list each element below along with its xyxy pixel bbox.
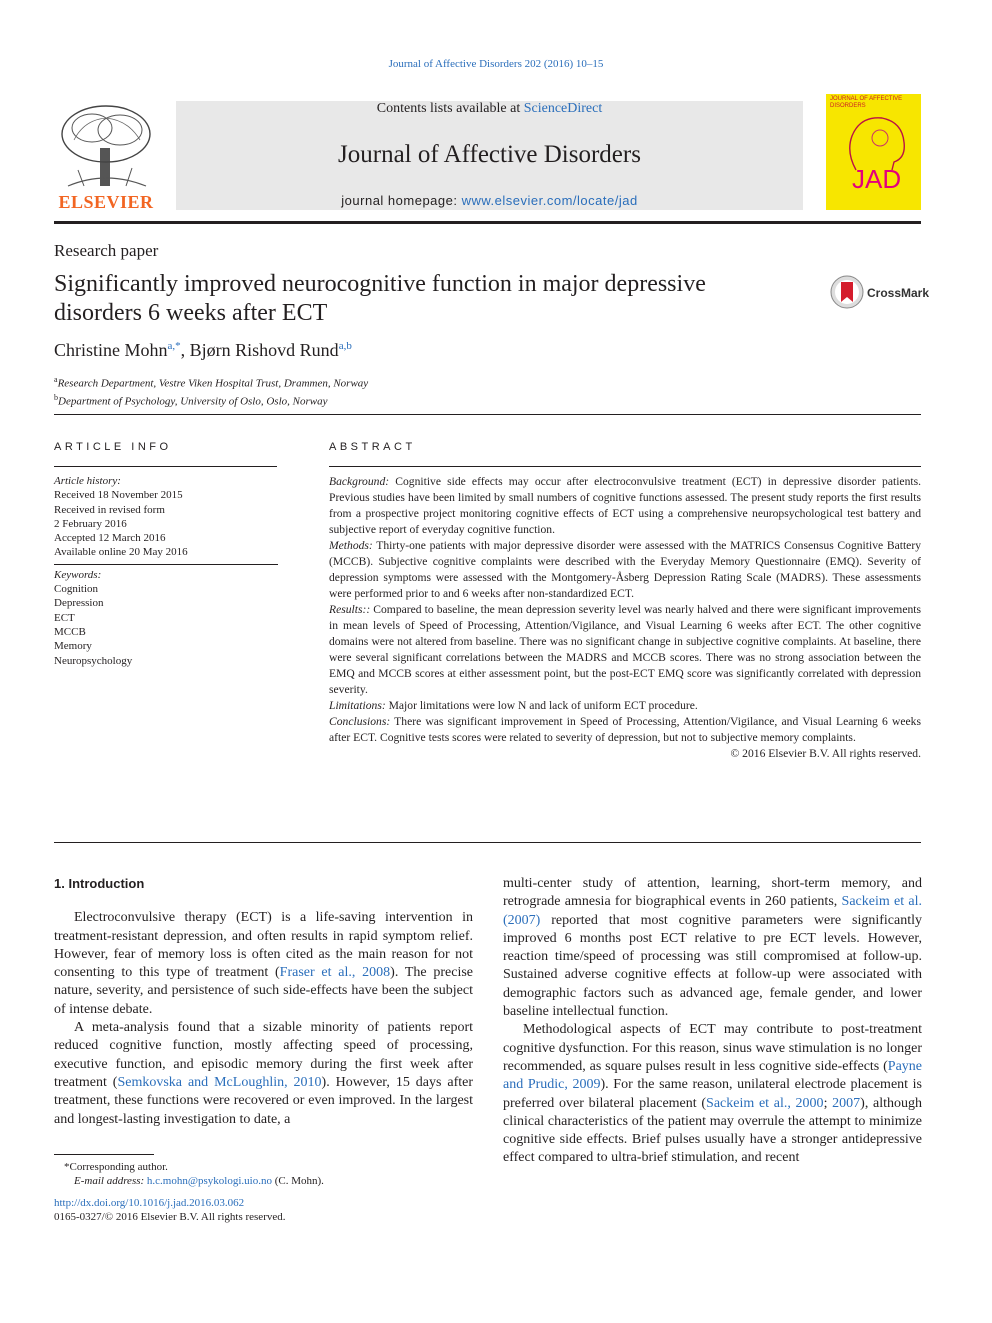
keyword: Cognition — [54, 583, 99, 596]
abstract-text: Major limitations were low N and lack of uniform ECT procedure. — [385, 699, 698, 712]
crossmark-label: CrossMark — [867, 286, 930, 300]
corresponding-author-note — [54, 1160, 324, 1174]
body-paragraph — [503, 1021, 922, 1167]
citation-link[interactable]: Semkovska and McLoughlin, 2010 — [117, 1074, 322, 1090]
crossmark-icon — [829, 274, 865, 310]
header-rule — [54, 221, 921, 224]
body-text: multi-center study of attention, learning, short-term memory, and retrograde amnesia for biographical events in 260 patients, — [503, 876, 922, 910]
history-item: Accepted 12 March 2016 — [54, 532, 166, 545]
abstract-rule — [329, 466, 921, 467]
footnote-rule — [54, 1154, 154, 1155]
abstract-conclusions — [329, 714, 921, 746]
elsevier-wordmark: ELSEVIER — [58, 192, 154, 212]
crossmark-badge[interactable] — [829, 274, 930, 310]
citation-link[interactable]: Payne and Prudic, 2009 — [503, 1058, 922, 1093]
abstract-limitations — [329, 698, 921, 714]
article-info — [54, 474, 278, 668]
journal-reference[interactable]: Journal of Affective Disorders 202 (2016) 10–15 — [388, 58, 604, 70]
history-item: Received 18 November 2015 — [54, 489, 183, 502]
abstract-heading: ABSTRACT — [329, 441, 416, 453]
paper-title: Significantly improved neurocognitive function in major depressive disorders 6 weeks after ECT — [54, 271, 706, 326]
history-item: Available online 20 May 2016 — [54, 546, 188, 559]
sciencedirect-link[interactable]: ScienceDirect — [523, 101, 603, 116]
abstract-text: Thirty-one patients with major depressive disorder were assessed with the MATRICS Consensus Cognitive Battery (MCCB). Subjective cognitive complaints were described with the Everyday Memory Questionnaire (EMQ). Severity of depression symptoms were assessed with the Montgomery-Åsberg Depression Rating Scale (MADRS). These assessments were performed prior to and 6 weeks after non-standardized ECT. — [329, 539, 921, 600]
title-rule — [54, 414, 921, 415]
affiliation-b — [54, 391, 368, 409]
corresponding-mark: * — [64, 1161, 70, 1173]
issn-copyright: 0165-0327/© 2016 Elsevier B.V. All rights reserved. — [54, 1211, 286, 1223]
email-link[interactable]: h.c.mohn@psykologi.uio.no — [146, 1175, 272, 1187]
affiliation-text: Research Department, Vestre Viken Hospital Trust, Drammen, Norway — [57, 377, 369, 390]
contents-prefix: Contents lists available at — [376, 101, 524, 116]
body-paragraph — [54, 1019, 473, 1129]
author-name[interactable]: Bjørn Rishovd Rund — [189, 340, 339, 360]
info-rule — [54, 466, 277, 467]
article-type: Research paper — [54, 241, 159, 260]
body-paragraph — [54, 909, 473, 1019]
body-text: ). However, 15 days after treatment, these functions were recovered or even improved. In the largest and longest-lasting investigation to date, a — [54, 1074, 474, 1127]
citation-link[interactable]: 2007 — [832, 1095, 861, 1111]
abstract-label: Results:: — [329, 603, 371, 616]
body-text: A meta-analysis found that a sizable minority of patients report reduced cognitive function, mostly affecting speed of processing, executive function, and episodic memory during the first week after treatment ( — [54, 1020, 473, 1090]
body-left-column — [54, 875, 473, 1129]
citation-link[interactable]: Sackeim et al. (2007) — [503, 894, 922, 928]
abstract-label: Background: — [329, 475, 390, 488]
body-text: Electroconvulsive therapy (ECT) is a life-saving intervention in treatment-resistant depression, and often results in rapid symptom relief. However, fear of memory loss is often cited as the main reason for not consenting to this type of treatment ( — [54, 910, 473, 981]
section-heading: 1. Introduction — [54, 876, 145, 891]
keyword: Depression — [54, 597, 104, 610]
history-label: Article history: — [54, 475, 121, 487]
history-item: Received in revised form — [54, 503, 165, 516]
history-item: 2 February 2016 — [54, 517, 127, 530]
homepage-line — [176, 193, 803, 208]
author-name[interactable]: Christine Mohn — [54, 340, 168, 360]
abstract-text: Cognitive side effects may occur after electroconvulsive treatment (ECT) in depressive disorder patients. Previous studies have been limited by small numbers of cognitive functions assessed. The present study reports the first results from a prospective project monitoring cognitive effects of ECT using a comprehensive neuropsychological test battery and subjective report of everyday cognitive function. — [329, 475, 921, 536]
body-right-column — [503, 875, 922, 1168]
footnotes — [54, 1160, 324, 1224]
journal-title: Journal of Affective Disorders — [338, 141, 641, 168]
abstract-label: Limitations: — [329, 699, 386, 712]
email-note — [54, 1174, 324, 1188]
abstract-results — [329, 602, 921, 698]
citation-link[interactable]: Sackeim et al., 2000 — [706, 1095, 824, 1111]
abstract-label: Methods: — [329, 539, 373, 552]
body-text: Methodological aspects of ECT may contribute to post-treatment cognitive dysfunction. For this reason, sinus wave stimulation is no longer recommended, as square pulses result in less cognitive side-effects ( — [503, 1022, 922, 1074]
keyword: ECT — [54, 611, 75, 624]
body-text: reported that most cognitive parameters were significantly improved 6 months post ECT relative to pre ECT levels. However, reaction time/speed of processing was still compromised at follow-up. Sustained adverse cognitive effects at follow-up were associated with demographic factors such as advanced age, female gender, and lower baseline intellectual function. — [503, 912, 922, 1020]
abstract-methods — [329, 538, 921, 602]
doi-link[interactable]: http://dx.doi.org/10.1016/j.jad.2016.03.062 — [54, 1197, 245, 1209]
cover-title: JOURNAL OF AFFECTIVE DISORDERS — [830, 96, 903, 109]
homepage-link[interactable]: www.elsevier.com/locate/jad — [461, 193, 638, 208]
keywords-label: Keywords: — [54, 568, 102, 581]
abstract-background — [329, 474, 921, 538]
abstract-text: Compared to baseline, the mean depression severity level was nearly halved and there were significant improvements in mean levels of Speed of Processing, Attention/Vigilance, and Visual Learning 6 weeks after ECT. The other cognitive domains were not altered from baseline. There was no significant change in subjective cognitive complaints. At baseline, there were several significant correlations between the MADRS and MCCB scores. There was no strong association between the EMQ and MCCB scores at either assessment point, but the post-ECT EMQ score was significantly correlated with depression severity. — [329, 603, 921, 696]
abstract — [329, 474, 921, 762]
article-info-heading: ARTICLE INFO — [54, 441, 172, 453]
email-suffix: (C. Mohn). — [271, 1175, 324, 1187]
affiliation-mark: b — [54, 392, 58, 402]
abstract-text: There was significant improvement in Speed of Processing, Attention/Vigilance, and Visual Learning 6 weeks after ECT. Cognitive tests scores were related to severity of depression, but not to subjective memory complaints. — [329, 715, 921, 744]
author-affil-mark[interactable]: a,* — [167, 340, 181, 352]
affiliation-mark: a — [54, 375, 58, 384]
affiliations — [54, 373, 368, 408]
keywords-rule — [54, 564, 278, 565]
abstract-end-rule — [54, 842, 921, 843]
cover-abbrev: JAD — [852, 164, 902, 194]
body-text: ; — [823, 1095, 833, 1111]
email-label: E-mail address: — [74, 1175, 145, 1187]
copyright-notice: © 2016 Elsevier B.V. All rights reserved. — [730, 747, 921, 760]
author-affil-mark[interactable]: a,b — [338, 340, 352, 352]
corresponding-text: Corresponding author. — [69, 1161, 168, 1173]
homepage-prefix: journal homepage: — [341, 193, 462, 208]
abstract-label: Conclusions: — [329, 715, 391, 728]
affiliation-text: Department of Psychology, University of Oslo, Oslo, Norway — [58, 395, 328, 408]
cover-head-graphic — [836, 112, 912, 172]
affiliation-a — [54, 373, 368, 391]
body-text: ). For the same reason, unilateral electrode placement is preferred over bilateral placement ( — [503, 1077, 923, 1111]
body-paragraph — [503, 875, 922, 1021]
body-text: ), although clinical characteristics of the patient may overrule the attempt to minimize cognitive side effects. Brief pulses usually have a stronger antidepressive effect compared to ultra-brief stimulation, and recent — [503, 1095, 923, 1166]
keyword: MCCB — [54, 625, 86, 638]
body-text: ). The precise nature, severity, and persistence of such side-effects have been the subject of intense debate. — [54, 965, 474, 1017]
author-list — [54, 340, 352, 361]
keyword: Neuropsychology — [54, 654, 133, 667]
journal-cover[interactable] — [826, 94, 921, 210]
contents-line — [176, 101, 803, 117]
citation-link[interactable]: Fraser et al., 2008 — [279, 965, 391, 981]
journal-header — [176, 101, 803, 210]
keyword: Memory — [54, 640, 92, 653]
author-separator: , — [180, 340, 190, 360]
